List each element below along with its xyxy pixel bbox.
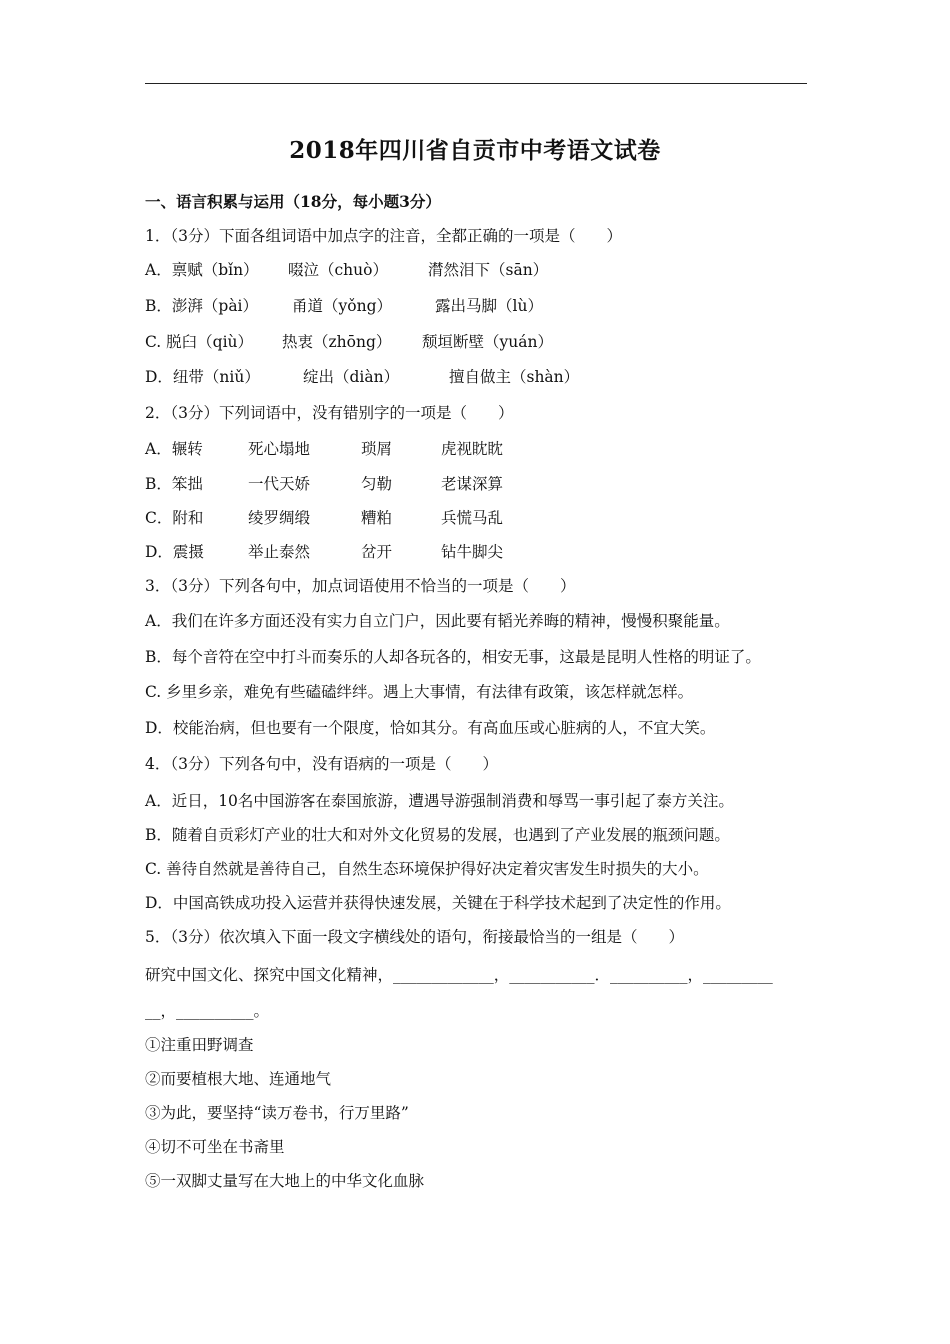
q5-item-3: ③为此，要坚持“读万卷书，行万里路” [145, 1104, 409, 1122]
page-title: 2018年四川省自贡市中考语文试卷 [289, 137, 661, 164]
option-text: A．辗转 [145, 440, 203, 458]
option-text: 兵慌马乱 [441, 509, 504, 527]
q3-option-d: D．校能治病，但也要有一个限度，恰如其分。有高血压或心脏病的人，不宜大笑。 [145, 719, 716, 737]
option-text: 举止泰然 [248, 543, 311, 561]
option-text: C. 脱臼（qiù） [145, 333, 254, 351]
option-text: 琐屑 [361, 440, 393, 458]
option-text: D．纽带（niǔ） [145, 368, 260, 386]
option-text: 露出马脚（lù） [435, 297, 543, 315]
option-text: 颓垣断壁（yuán） [422, 333, 553, 351]
option-text: C．附和 [145, 509, 204, 527]
q5-item-5: ⑤一双脚丈量写在大地上的中华文化血脉 [145, 1172, 425, 1190]
q4-option-b: B．随着自贡彩灯产业的壮大和对外文化贸易的发展，也遇到了产业发展的瓶颈问题。 [145, 826, 730, 844]
option-text: 一代天娇 [248, 475, 311, 493]
option-text: 虎视眈眈 [441, 440, 504, 458]
q5-passage-line2: __，__________。 [145, 1002, 270, 1020]
q5-stem: 5．（3分）依次填入下面一段文字横线处的语句，衔接最恰当的一组是（ ） [145, 928, 684, 946]
option-text: 啜泣（chuò） [288, 261, 388, 279]
option-text: 老谋深算 [441, 475, 504, 493]
option-text: B．笨拙 [145, 475, 203, 493]
q4-option-a: A．近日，10名中国游客在泰国旅游，遭遇导游强制消费和辱骂一事引起了泰方关注。 [145, 792, 734, 810]
q2-stem: 2．（3分）下列词语中，没有错别字的一项是（ ） [145, 404, 514, 422]
q4-option-d: D．中国高铁成功投入运营并获得快速发展，关键在于科学技术起到了决定性的作用。 [145, 894, 731, 912]
option-text: 钻牛脚尖 [441, 543, 504, 561]
option-text: 匀勒 [361, 475, 393, 493]
q4-stem: 4．（3分）下列各句中，没有语病的一项是（ ） [145, 755, 498, 773]
option-text: B．澎湃（pài） [145, 297, 259, 315]
q5-item-4: ④切不可坐在书斋里 [145, 1138, 285, 1156]
option-text: 糟粕 [361, 509, 393, 527]
option-text: 热衷（zhōng） [282, 333, 392, 351]
header-rule [145, 83, 807, 84]
option-text: 擅自做主（shàn） [449, 368, 580, 386]
option-text: 岔开 [361, 543, 393, 561]
q5-passage-line1: 研究中国文化、探究中国文化精神，_____________，___________．__________，_________ [145, 966, 773, 984]
q3-option-b: B．每个音符在空中打斗而奏乐的人却各玩各的，相安无事，这最是昆明人性格的明证了。 [145, 648, 761, 666]
q3-option-c: C. 乡里乡亲，难免有些磕磕绊绊。遇上大事情，有法律有政策，该怎样就怎样。 [145, 683, 694, 701]
option-text: 死心塌地 [248, 440, 311, 458]
q3-option-a: A．我们在许多方面还没有实力自立门户，因此要有韬光养晦的精神，慢慢积聚能量。 [145, 612, 730, 630]
q1-stem: 1．（3分）下面各组词语中加点字的注音，全都正确的一项是（ ） [145, 227, 622, 245]
option-text: 潸然泪下（sān） [428, 261, 549, 279]
q3-stem: 3．（3分）下列各句中，加点词语使用不恰当的一项是（ ） [145, 577, 576, 595]
q5-item-2: ②而要植根大地、连通地气 [145, 1070, 332, 1088]
option-text: 绽出（diàn） [303, 368, 400, 386]
option-text: A．禀赋（bǐn） [145, 261, 259, 279]
q4-option-c: C. 善待自然就是善待自己，自然生态环境保护得好决定着灾害发生时损失的大小。 [145, 860, 709, 878]
option-text: D．震摄 [145, 543, 204, 561]
option-text: 甬道（yǒng） [292, 297, 392, 315]
q5-item-1: ①注重田野调查 [145, 1036, 254, 1054]
option-text: 绫罗绸缎 [248, 509, 311, 527]
section-heading: 一、语言积累与运用（18分，每小题3分） [145, 192, 441, 211]
